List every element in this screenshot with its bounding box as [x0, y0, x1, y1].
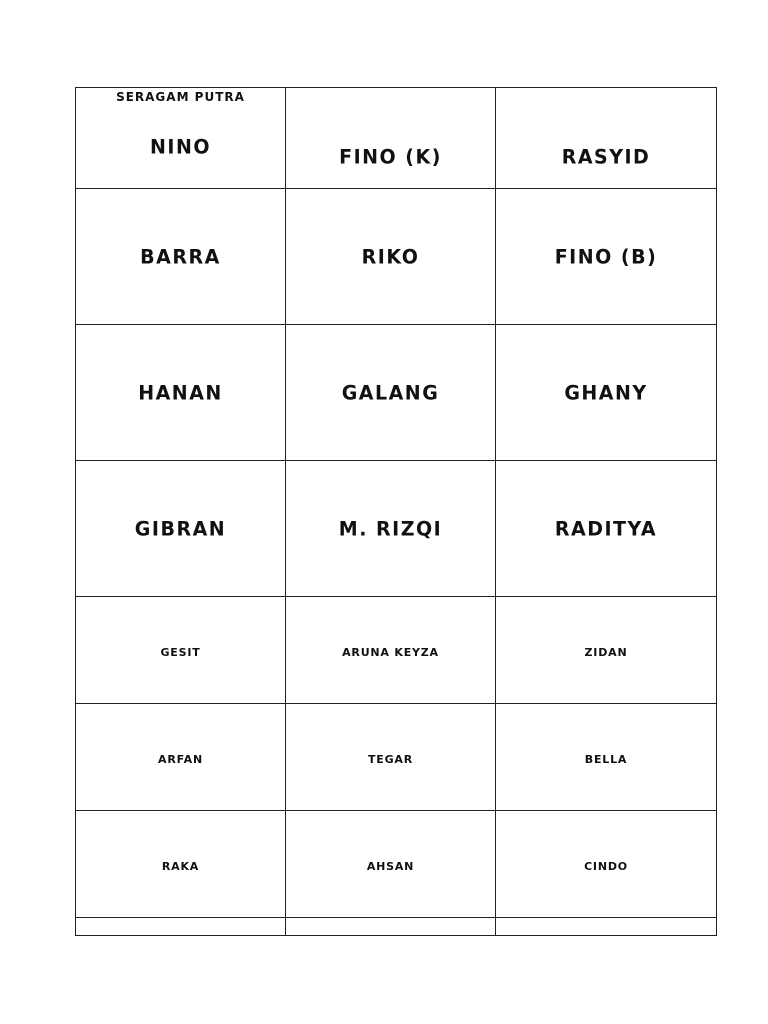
table-cell-empty: [286, 918, 496, 936]
name-cell-text: CINDO: [584, 859, 628, 873]
name-cell-text: GESIT: [160, 645, 201, 659]
table-cell: [286, 704, 496, 811]
name-cell-text: ARFAN: [158, 752, 203, 766]
table-cell: [286, 597, 496, 704]
name-cell-text: BELLA: [584, 752, 628, 766]
name-cell-text: ZIDAN: [584, 645, 628, 659]
name-cell-text: M. RIZQI: [338, 516, 443, 541]
table-cell: [76, 704, 286, 811]
name-cell-text: AHSAN: [366, 859, 415, 873]
table-cell: [286, 461, 496, 597]
table-row: [76, 811, 717, 918]
table-cell: [76, 325, 286, 461]
name-cell-text: RASYID: [561, 145, 651, 169]
table-row: [76, 918, 717, 936]
table-cell: [286, 189, 496, 325]
name-cell-text: GIBRAN: [134, 516, 227, 541]
table-cell: [286, 88, 496, 189]
table-heading: SERAGAM PUTRA: [116, 90, 245, 104]
table-row: [76, 325, 717, 461]
name-cell-text: NINO: [149, 135, 212, 159]
table-cell-empty: [496, 918, 717, 936]
table-cell: [496, 597, 717, 704]
name-cell-text: TEGAR: [367, 752, 414, 766]
table-row: [76, 597, 717, 704]
table-cell: [496, 88, 717, 189]
name-table: [75, 87, 717, 936]
name-cell-text: RAKA: [161, 859, 200, 873]
name-cell-text: FINO (B): [554, 244, 658, 269]
table-cell-empty: [76, 918, 286, 936]
name-cell-text: FINO (K): [339, 145, 442, 169]
table-cell: [76, 597, 286, 704]
table-cell: [286, 325, 496, 461]
table-cell: [76, 88, 286, 189]
table-cell: [496, 189, 717, 325]
table-row: [76, 704, 717, 811]
table-cell: [496, 325, 717, 461]
table-cell: [76, 189, 286, 325]
table-cell: [496, 704, 717, 811]
table-cell: [496, 811, 717, 918]
table-cell: [496, 461, 717, 597]
table-cell: [286, 811, 496, 918]
name-cell-text: RIKO: [361, 244, 420, 269]
table-row: [76, 189, 717, 325]
table-cell: [76, 811, 286, 918]
table-row: [76, 461, 717, 597]
name-cell-text: GALANG: [341, 380, 440, 405]
name-cell-text: BARRA: [140, 244, 221, 269]
name-cell-text: HANAN: [138, 380, 223, 405]
table-row: [76, 88, 717, 189]
name-cell-text: ARUNA KEYZA: [342, 645, 439, 659]
name-cell-text: RADITYA: [554, 516, 658, 541]
table-cell: [76, 461, 286, 597]
name-cell-text: GHANY: [564, 380, 648, 405]
